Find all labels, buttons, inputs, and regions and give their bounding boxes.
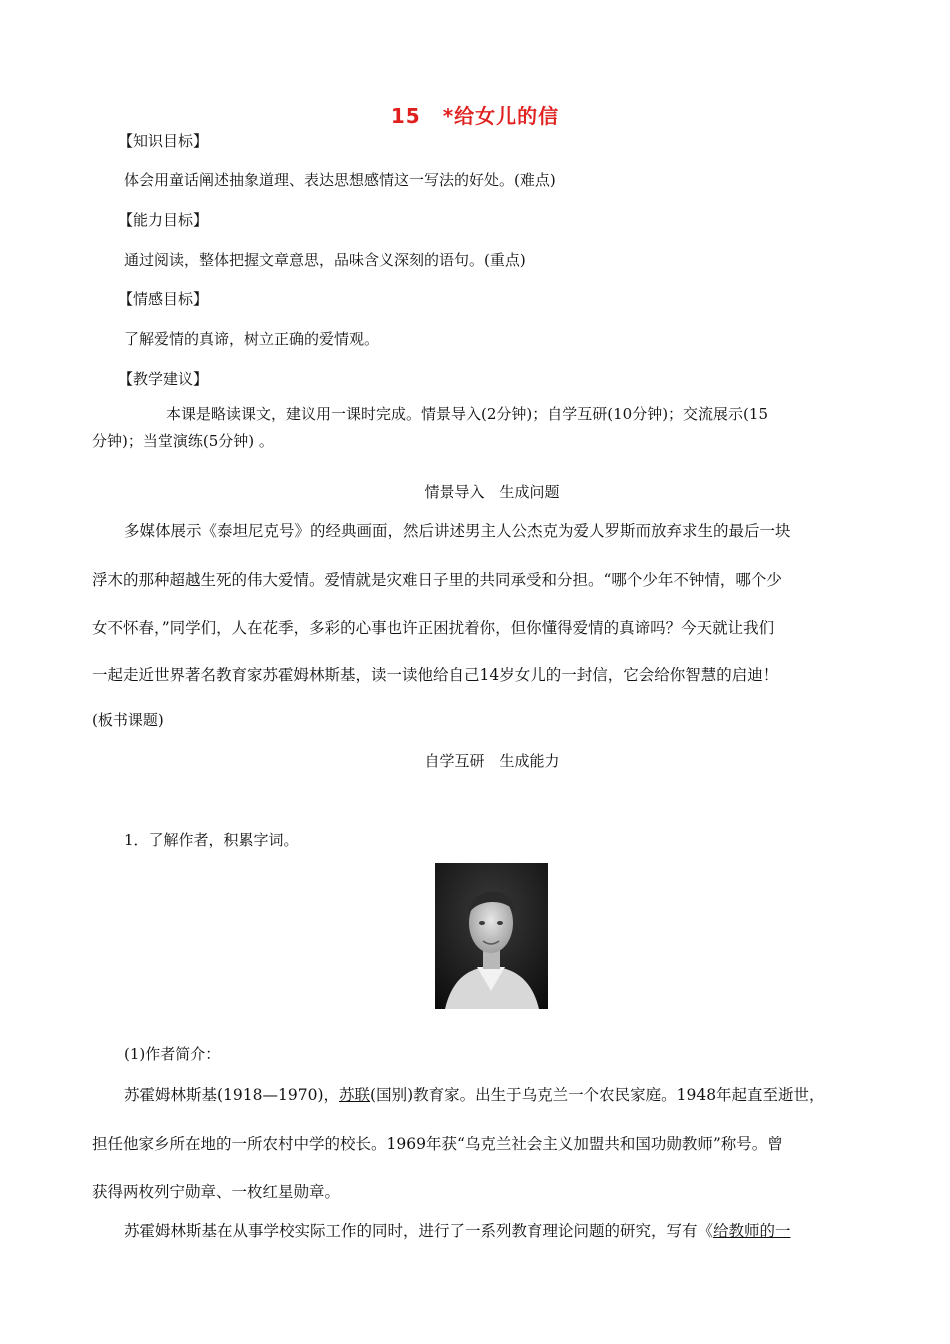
bio-line-4 — [124, 1219, 896, 1241]
book-title-answer: 给教师的一 — [713, 1222, 791, 1240]
intro-line-4: 一起走近世界著名教育家苏霍姆林斯基，读一读他给自己14岁女儿的一封信，它会给你智慧的启迪！ — [92, 666, 779, 684]
bio-line-3: 获得两枚列宁勋章、一枚红星勋章。 — [92, 1183, 341, 1201]
section-heading-self-study: 自学互研 生成能力 — [424, 752, 560, 770]
intro-line-5: (板书课题) — [92, 711, 164, 729]
bio-line-1 — [124, 1083, 896, 1105]
knowledge-goal-text: 体会用童话阐述抽象道理、表达思想感情这一写法的好处。(难点) — [124, 171, 556, 189]
bio-line-1-end: (国别)教育家。出生于乌克兰一个农民家庭。1948年起直至逝世， — [370, 1086, 825, 1104]
country-answer: 苏联 — [339, 1086, 371, 1104]
teaching-suggestion-line-1: 本课是略读课文，建议用一课时完成。情景导入(2分钟)；自学互研(10分钟)；交流展示(15 — [166, 405, 768, 423]
section-heading-intro: 情景导入 生成问题 — [424, 483, 560, 501]
lesson-title-text: *给女儿的信 — [442, 104, 560, 128]
intro-line-1: 多媒体展示《泰坦尼克号》的经典画面，然后讲述男主人公杰克为爱人罗斯而放弃求生的最后一块 — [124, 522, 791, 540]
emotion-goal-text: 了解爱情的真谛，树立正确的爱情观。 — [124, 330, 380, 348]
teaching-suggestion-line-2: 分钟)；当堂演练(5分钟) 。 — [92, 432, 274, 450]
ability-goal-label: 【能力目标】 — [118, 211, 209, 229]
ability-goal-text: 通过阅读，整体把握文章意思，品味含义深刻的语句。(重点) — [124, 251, 526, 269]
emotion-goal-label: 【情感目标】 — [118, 290, 209, 308]
lesson-number: 15 — [390, 104, 421, 128]
intro-line-3: 女不怀春，”同学们，人在花季，多彩的心事也许正困扰着你，但你懂得爱情的真谛吗？今天就让我们 — [92, 619, 775, 637]
bio-line-2: 担任他家乡所在地的一所农村中学的校长。1969年获“乌克兰社会主义加盟共和国功勋教师”称号。曾 — [92, 1135, 783, 1153]
knowledge-goal-label: 【知识目标】 — [118, 132, 209, 150]
author-intro-label: (1)作者简介： — [124, 1045, 221, 1063]
task-item-1: 1．了解作者，积累字词。 — [124, 831, 299, 849]
bio-line-1-start: 苏霍姆林斯基(1918—1970)， — [124, 1086, 339, 1104]
lesson-title — [0, 100, 950, 129]
intro-line-2: 浮木的那种超越生死的伟大爱情。爱情就是灾难日子里的共同承受和分担。“哪个少年不钟情，哪个少 — [92, 571, 782, 589]
bio-line-4-start: 苏霍姆林斯基在从事学校实际工作的同时，进行了一系列教育理论问题的研究，写有《 — [124, 1222, 714, 1240]
teaching-suggestion-label: 【教学建议】 — [118, 370, 209, 388]
author-portrait — [435, 863, 548, 1009]
